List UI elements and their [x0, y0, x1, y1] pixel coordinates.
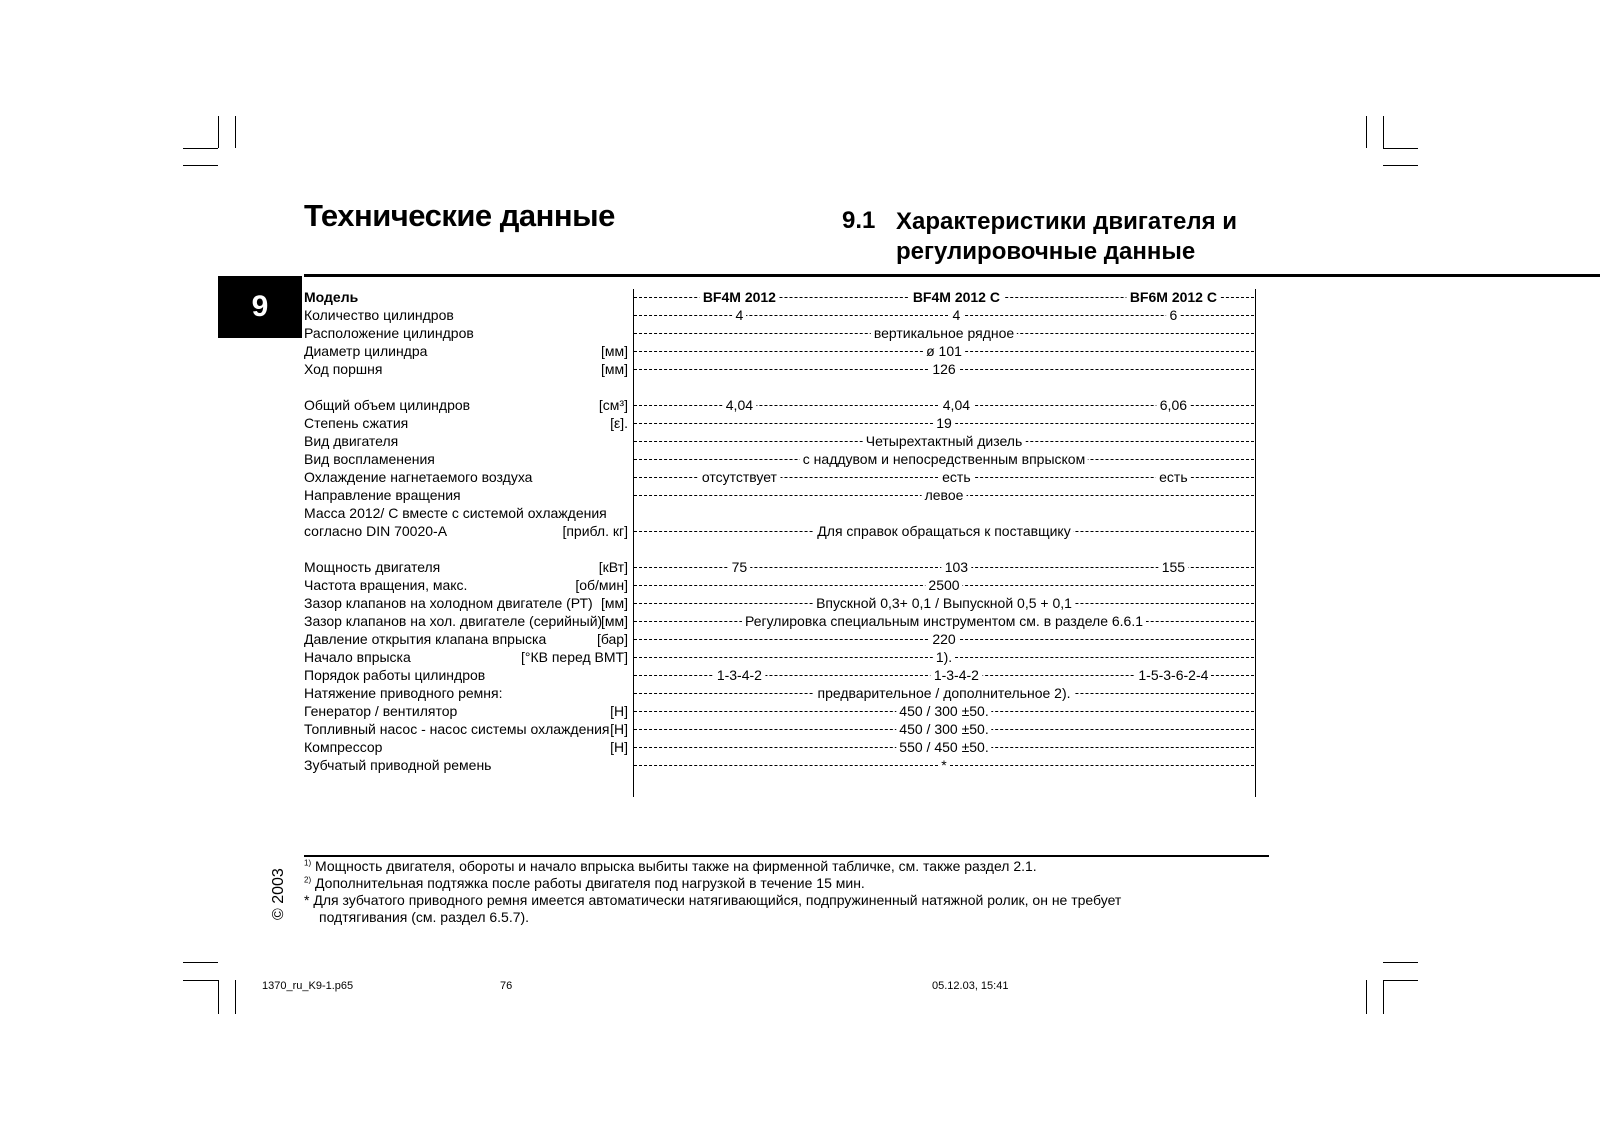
- row-values: [634, 414, 1254, 432]
- crop-mark: [1383, 165, 1418, 166]
- cell-value: 4,04: [723, 396, 756, 414]
- row-label: Количество цилиндров: [304, 307, 454, 323]
- cell-value: Регулировка специальным инструментом см. в разделе 6.6.1: [742, 612, 1146, 630]
- footnote-2-text: Дополнительная подтяжка после работы двигателя под нагрузкой в течение 15 мин.: [315, 875, 865, 891]
- table-right-border: [1255, 289, 1256, 797]
- cell-value: BF4M 2012 C: [910, 288, 1003, 306]
- row-values: [634, 288, 1254, 306]
- cell-value: 2500: [925, 576, 962, 594]
- table-row: [304, 414, 628, 432]
- row-label: Натяжение приводного ремня:: [304, 685, 503, 701]
- cell-value: с наддувом и непосредственным впрыском: [800, 450, 1088, 468]
- table-row: [304, 756, 628, 774]
- row-values: [634, 630, 1254, 648]
- cell-value: вертикальное рядное: [871, 324, 1017, 342]
- row-unit: [Н]: [610, 721, 628, 737]
- header-rule: [304, 274, 1600, 277]
- cell-value: 6,06: [1157, 396, 1190, 414]
- table-row: [304, 684, 628, 702]
- footnote-3-cont: подтягивания (см. раздел 6.5.7).: [319, 909, 530, 925]
- footnote-rule: [304, 855, 1269, 857]
- cell-value: ø 101: [923, 342, 965, 360]
- row-values: [634, 576, 1254, 594]
- row-values: [634, 306, 1254, 324]
- page-title: Технические данные: [304, 198, 615, 233]
- table-row: [304, 558, 628, 576]
- crop-mark: [183, 962, 218, 963]
- table-row: [304, 288, 628, 306]
- cell-value: 6: [1166, 306, 1180, 324]
- row-unit: [см³]: [598, 397, 628, 413]
- footnote-3: * Для зубчатого приводного ремня имеется автоматически натягивающийся, подпружиненный натяжной ролик, он не требует: [304, 892, 1122, 908]
- table-left-border: [633, 289, 634, 797]
- row-values: [634, 684, 1254, 702]
- row-label: Модель: [304, 289, 359, 305]
- row-label: Вид воспламенения: [304, 451, 435, 467]
- cell-value: 126: [929, 360, 958, 378]
- cell-value: BF6M 2012 C: [1127, 288, 1220, 306]
- cell-value: 75: [729, 558, 751, 576]
- cell-value: 220: [929, 630, 958, 648]
- row-values: [634, 342, 1254, 360]
- cell-value: 1-3-4-2: [714, 666, 765, 684]
- row-values: [634, 558, 1254, 576]
- crop-mark: [183, 165, 218, 166]
- row-label: Зазор клапанов на холодном двигателе (РТ): [304, 595, 593, 611]
- cell-value: 1-3-4-2: [931, 666, 982, 684]
- footnote-1-text: Мощность двигателя, обороты и начало впрыска выбиты также на фирменной табличке, см. также раздел 2.1.: [315, 858, 1037, 874]
- table-row: [304, 342, 628, 360]
- crop-mark: [1383, 962, 1418, 963]
- table-row: [304, 612, 628, 630]
- cell-value: 4: [732, 306, 746, 324]
- row-label: Порядок работы цилиндров: [304, 667, 486, 683]
- row-values: [634, 360, 1254, 378]
- dash-leader: [634, 315, 1254, 316]
- crop-mark: [1366, 980, 1367, 1014]
- cell-value: 4,04: [940, 396, 973, 414]
- cell-value: *: [938, 756, 949, 774]
- table-row: [304, 648, 628, 666]
- crop-mark: [218, 116, 219, 148]
- row-values: [634, 612, 1254, 630]
- row-label: согласно DIN 70020-А: [304, 523, 448, 539]
- table-row: [304, 324, 628, 342]
- table-row: [304, 396, 628, 414]
- footnote-2-mark: 2): [304, 875, 312, 885]
- row-unit: [прибл. кг]: [562, 523, 628, 539]
- cell-value: 4: [949, 306, 963, 324]
- section-number: 9.1: [842, 207, 876, 234]
- row-values: [634, 486, 1254, 504]
- crop-mark: [1383, 980, 1384, 1014]
- row-unit: [Н]: [610, 739, 628, 755]
- row-values: [634, 720, 1254, 738]
- footnote-2: [304, 875, 865, 892]
- table-row: [304, 720, 628, 738]
- row-values: [634, 522, 1254, 540]
- section-title: [896, 207, 1237, 267]
- crop-mark: [1383, 980, 1418, 981]
- cell-value: 1-5-3-6-2-4: [1135, 666, 1211, 684]
- row-unit: [ε].: [610, 415, 628, 431]
- row-values: [634, 738, 1254, 756]
- row-values: [634, 396, 1254, 414]
- cell-value: Четырехтактный дизель: [863, 432, 1026, 450]
- cell-value: отсутствует: [699, 468, 780, 486]
- crop-mark: [183, 980, 218, 981]
- row-unit: [об/мин]: [575, 577, 628, 593]
- row-label: Частота вращения, макс.: [304, 577, 468, 593]
- footer-datetime: 05.12.03, 15:41: [932, 980, 1009, 992]
- table-row: [304, 450, 628, 468]
- crop-mark: [1383, 116, 1384, 148]
- cell-value: BF4M 2012: [700, 288, 779, 306]
- row-values: [634, 756, 1254, 774]
- cell-value: 1).: [933, 648, 955, 666]
- cell-value: Впускной 0,3+ 0,1 / Выпускной 0,5 + 0,1: [813, 594, 1075, 612]
- row-label: Диаметр цилиндра: [304, 343, 428, 359]
- row-label: Направление вращения: [304, 487, 461, 503]
- footer-file: 1370_ru_K9-1.p65: [262, 980, 354, 992]
- table-row: [304, 738, 628, 756]
- cell-value: предварительное / дополнительное 2).: [814, 684, 1073, 702]
- cell-value: левое: [922, 486, 967, 504]
- cell-value: есть: [939, 468, 974, 486]
- table-row: [304, 630, 628, 648]
- crop-mark: [1366, 116, 1367, 148]
- crop-mark: [235, 116, 236, 148]
- crop-mark: [183, 148, 218, 149]
- row-label: Расположение цилиндров: [304, 325, 474, 341]
- table-row: [304, 702, 628, 720]
- row-unit: [мм]: [600, 361, 628, 377]
- crop-mark: [218, 980, 219, 1014]
- cell-value: 155: [1159, 558, 1188, 576]
- row-values: [634, 324, 1254, 342]
- row-unit: [мм]: [600, 613, 628, 629]
- row-values: [634, 702, 1254, 720]
- table-row: [304, 360, 628, 378]
- table-row: [304, 432, 628, 450]
- row-label: Начало впрыска: [304, 649, 411, 665]
- row-unit: [°КВ перед ВМТ]: [520, 649, 628, 665]
- table-row: [304, 504, 628, 522]
- cell-value: 103: [942, 558, 971, 576]
- cell-value: 19: [933, 414, 955, 432]
- row-label: Топливный насос - насос системы охлаждения: [304, 721, 610, 737]
- row-values: [634, 594, 1254, 612]
- row-label: Давление открытия клапана впрыска: [304, 631, 547, 647]
- row-unit: [бар]: [596, 631, 628, 647]
- footnote-1-mark: 1): [304, 858, 312, 868]
- row-label: Генератор / вентилятор: [304, 703, 458, 719]
- table-row: [304, 468, 628, 486]
- row-label: Вид двигателя: [304, 433, 399, 449]
- row-unit: [мм]: [600, 595, 628, 611]
- row-label: Ход поршня: [304, 361, 383, 377]
- section-title-line1: Характеристики двигателя и: [896, 208, 1238, 235]
- row-label: Общий объем цилиндров: [304, 397, 471, 413]
- footer-page: 76: [500, 980, 513, 992]
- cell-value: Для справок обращаться к поставщику: [814, 522, 1073, 540]
- footnote-1: [304, 858, 1037, 875]
- copyright: © 2003: [270, 868, 287, 920]
- row-label: Мощность двигателя: [304, 559, 441, 575]
- cell-value: 550 / 450 ±50.: [896, 738, 991, 756]
- row-values: [634, 468, 1254, 486]
- row-unit: [кВт]: [598, 559, 628, 575]
- cell-value: 450 / 300 ±50.: [896, 702, 991, 720]
- row-label: Зазор клапанов на хол. двигателе (серийный): [304, 613, 603, 629]
- row-values: [634, 666, 1254, 684]
- row-unit: [Н]: [610, 703, 628, 719]
- row-label: Масса 2012/ С вместе с системой охлаждения: [304, 505, 607, 521]
- section-title-line2: регулировочные данные: [896, 238, 1196, 265]
- row-label: Зубчатый приводной ремень: [304, 757, 492, 773]
- row-label: Компрессор: [304, 739, 383, 755]
- cell-value: есть: [1156, 468, 1191, 486]
- row-label: Степень сжатия: [304, 415, 409, 431]
- table-row: [304, 666, 628, 684]
- row-values: [634, 450, 1254, 468]
- table-row: [304, 306, 628, 324]
- row-values: [634, 432, 1254, 450]
- chapter-tab: 9: [218, 276, 302, 338]
- cell-value: 450 / 300 ±50.: [896, 720, 991, 738]
- row-unit: [мм]: [600, 343, 628, 359]
- table-row: [304, 576, 628, 594]
- table-row: [304, 522, 628, 540]
- table-row: [304, 594, 628, 612]
- table-row: [304, 486, 628, 504]
- row-label: Охлаждение нагнетаемого воздуха: [304, 469, 533, 485]
- crop-mark: [1383, 148, 1418, 149]
- row-values: [634, 648, 1254, 666]
- crop-mark: [235, 980, 236, 1014]
